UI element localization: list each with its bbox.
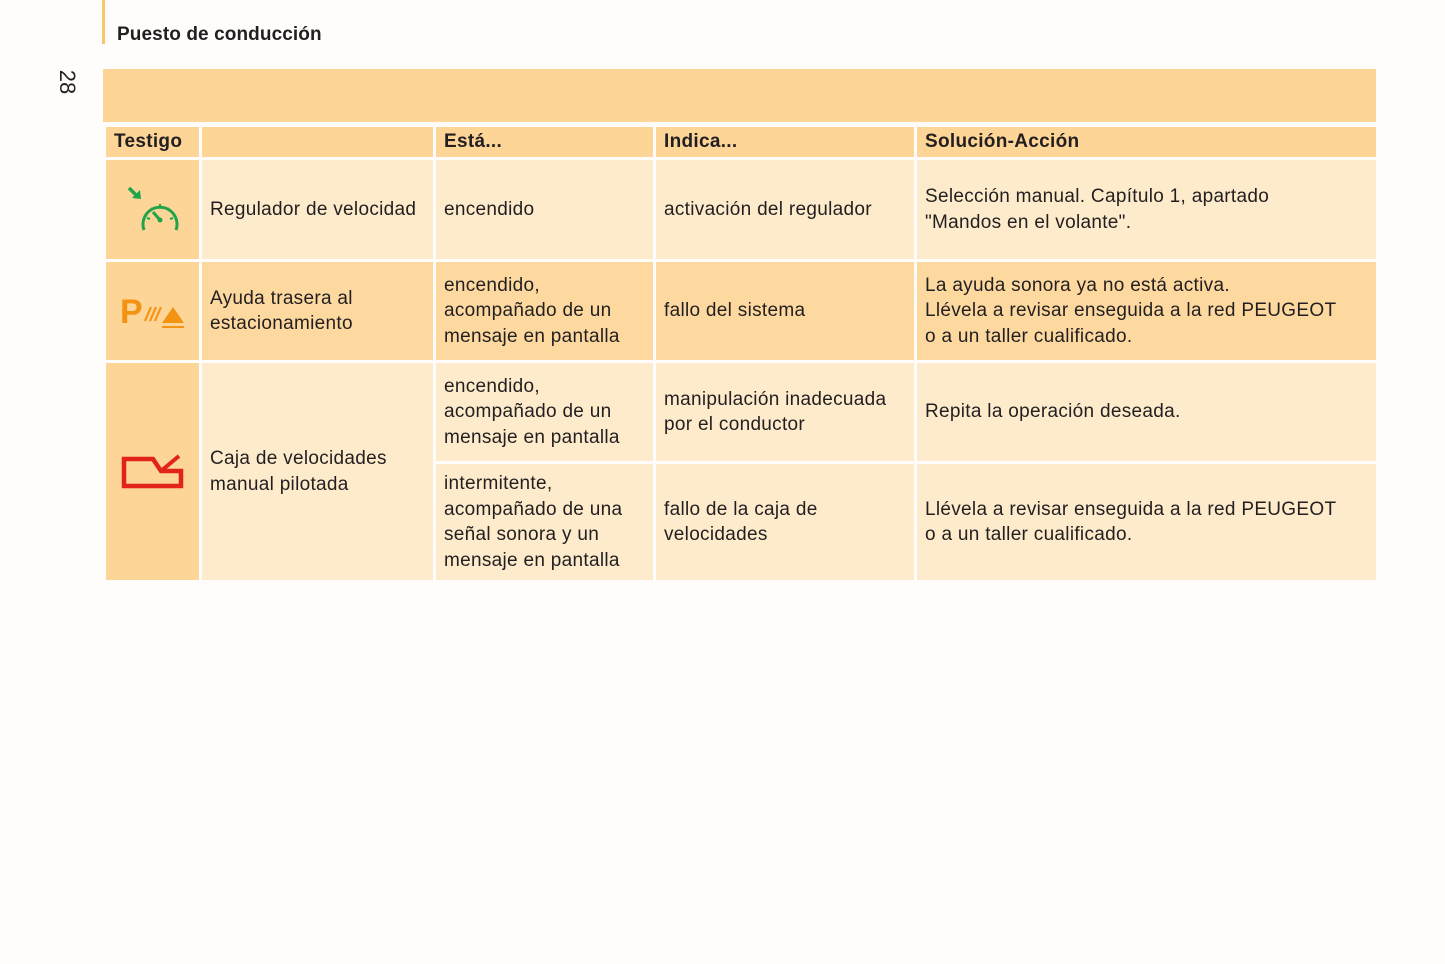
name-cell: Caja de velocidades manual pilotada bbox=[201, 362, 435, 582]
state-cell: encendido bbox=[435, 159, 655, 261]
indicates-cell: fallo de la caja de velocidades bbox=[655, 463, 916, 582]
header-solucion: Solución-Acción bbox=[916, 126, 1378, 159]
gearbox-fault-icon bbox=[121, 453, 185, 491]
table-row bbox=[105, 261, 1378, 362]
section-title: Puesto de conducción bbox=[117, 24, 322, 45]
icon-cell bbox=[105, 362, 201, 582]
indicates-cell: activación del regulador bbox=[655, 159, 916, 261]
table-header-row bbox=[105, 126, 1378, 159]
action-cell: La ayuda sonora ya no está activa. Llévela a revisar enseguida a la red PEUGEOT o a un taller cualificado. bbox=[916, 261, 1378, 362]
action-cell: Llévela a revisar enseguida a la red PEUGEOT o a un taller cualificado. bbox=[916, 463, 1378, 582]
cruise-control-icon bbox=[123, 184, 183, 236]
page-number: 28 bbox=[55, 69, 80, 95]
header-name bbox=[201, 126, 435, 159]
warning-lights-table bbox=[103, 124, 1379, 583]
icon-cell bbox=[105, 261, 201, 362]
header-testigo: Testigo bbox=[105, 126, 201, 159]
header-esta: Está... bbox=[435, 126, 655, 159]
header-indica: Indica... bbox=[655, 126, 916, 159]
name-cell: Ayuda trasera al estacionamiento bbox=[201, 261, 435, 362]
table-row bbox=[105, 159, 1378, 261]
action-cell: Selección manual. Capítulo 1, apartado "Mandos en el volante". bbox=[916, 159, 1378, 261]
indicates-cell: manipulación inadecuada por el conductor bbox=[655, 362, 916, 463]
table-banner bbox=[103, 69, 1376, 122]
rear-parking-assist-icon bbox=[120, 293, 186, 329]
state-cell: encendido, acompañado de un mensaje en pantalla bbox=[435, 261, 655, 362]
state-cell: encendido, acompañado de un mensaje en pantalla bbox=[435, 362, 655, 463]
state-cell: intermitente, acompañado de una señal sonora y un mensaje en pantalla bbox=[435, 463, 655, 582]
action-cell: Repita la operación deseada. bbox=[916, 362, 1378, 463]
indicates-cell: fallo del sistema bbox=[655, 261, 916, 362]
table-row bbox=[105, 362, 1378, 463]
name-cell: Regulador de velocidad bbox=[201, 159, 435, 261]
section-accent-bar bbox=[102, 0, 105, 44]
svg-text:P: P bbox=[119, 293, 143, 329]
icon-cell bbox=[105, 159, 201, 261]
